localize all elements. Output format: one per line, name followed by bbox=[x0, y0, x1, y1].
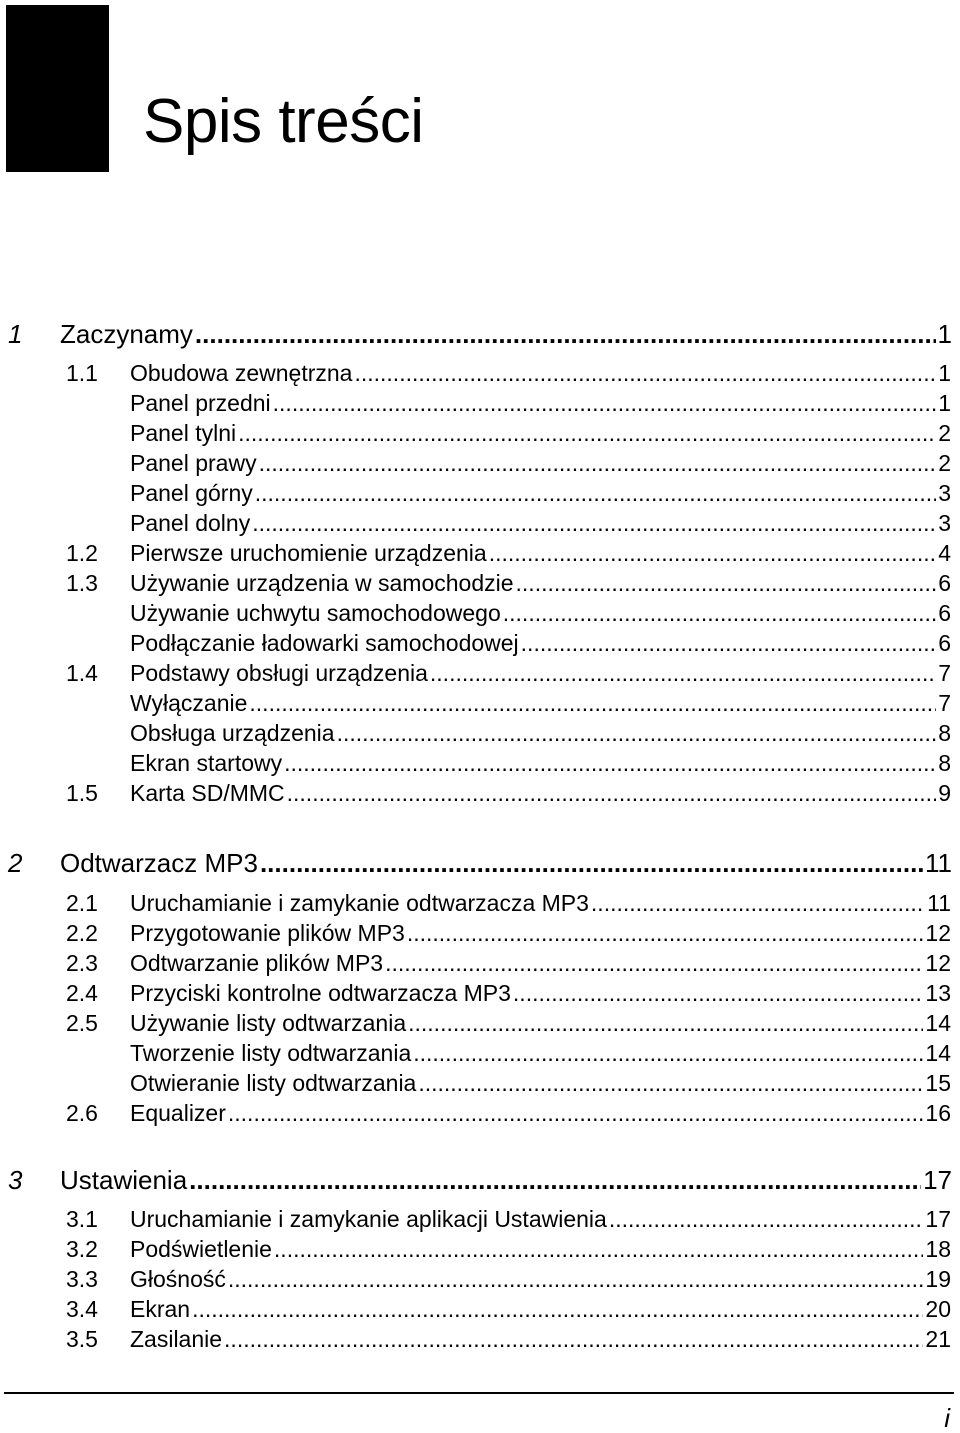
dot-leader bbox=[273, 388, 937, 418]
toc-entry-page: 15 bbox=[925, 1070, 951, 1096]
toc-section-entry[interactable] bbox=[66, 1008, 951, 1038]
dot-leader bbox=[252, 508, 936, 538]
dot-leader bbox=[521, 628, 937, 658]
toc-section-entry[interactable] bbox=[66, 918, 951, 948]
dot-leader bbox=[408, 1008, 923, 1038]
dot-leader bbox=[489, 538, 937, 568]
dot-leader bbox=[516, 568, 937, 598]
toc-entry-number: 2.5 bbox=[66, 1010, 98, 1036]
dot-leader bbox=[224, 1324, 923, 1354]
toc-subsection-entry[interactable] bbox=[130, 598, 951, 628]
toc-entry-title: Uruchamianie i zamykanie aplikacji Ustawienia bbox=[130, 1206, 607, 1232]
toc-entry-page: 3 bbox=[938, 510, 951, 536]
dot-leader bbox=[255, 478, 936, 508]
toc-entry-page: 6 bbox=[938, 570, 951, 596]
toc-subsection-entry[interactable] bbox=[130, 508, 951, 538]
dot-leader bbox=[354, 358, 936, 388]
footer-divider bbox=[4, 1392, 954, 1394]
toc-section-entry[interactable] bbox=[66, 948, 951, 978]
toc-entry-page: 20 bbox=[925, 1296, 951, 1322]
toc-subsection-entry[interactable] bbox=[130, 628, 951, 658]
toc-entry-page: 11 bbox=[925, 848, 952, 878]
toc-entry-page: 8 bbox=[938, 750, 951, 776]
toc-entry-title: Karta SD/MMC bbox=[130, 780, 285, 806]
toc-entry-title: Używanie urządzenia w samochodzie bbox=[130, 570, 514, 596]
toc-entry-number: 2 bbox=[8, 848, 23, 878]
toc-section-entry[interactable] bbox=[66, 888, 951, 918]
toc-entry-title: Panel górny bbox=[130, 480, 253, 506]
toc-section-entry[interactable] bbox=[66, 1098, 951, 1128]
toc-chapter-entry[interactable] bbox=[8, 846, 952, 880]
toc-entry-page: 2 bbox=[938, 420, 951, 446]
toc-subsection-entry[interactable] bbox=[130, 1068, 951, 1098]
toc-subsection-entry[interactable] bbox=[130, 1038, 951, 1068]
toc-entry-title: Podstawy obsługi urządzenia bbox=[130, 660, 428, 686]
toc-section-entry[interactable] bbox=[66, 978, 951, 1008]
toc-entry-number: 1.4 bbox=[66, 660, 98, 686]
toc-entry-page: 17 bbox=[923, 1165, 952, 1195]
dot-leader bbox=[284, 748, 936, 778]
dot-leader bbox=[249, 688, 936, 718]
toc-entry-number: 1 bbox=[8, 319, 23, 349]
toc-entry-page: 3 bbox=[938, 480, 951, 506]
toc-entry-number: 2.6 bbox=[66, 1100, 98, 1126]
dot-leader bbox=[430, 658, 936, 688]
toc-entry-title: Podświetlenie bbox=[130, 1236, 272, 1262]
toc-entry-number: 2.2 bbox=[66, 920, 98, 946]
toc-entry-title: Odtwarzacz MP3 bbox=[60, 848, 258, 878]
toc-entry-title: Używanie uchwytu samochodowego bbox=[130, 600, 501, 626]
dot-leader bbox=[274, 1234, 923, 1264]
toc-subsection-entry[interactable] bbox=[130, 388, 951, 418]
dot-leader bbox=[228, 1264, 924, 1294]
toc-entry-number: 1.1 bbox=[66, 360, 98, 386]
toc-entry-title: Panel przedni bbox=[130, 390, 271, 416]
toc-entry-title: Zaczynamy bbox=[60, 319, 193, 349]
toc-entry-number: 1.2 bbox=[66, 540, 98, 566]
toc-entry-title: Uruchamianie i zamykanie odtwarzacza MP3 bbox=[130, 890, 589, 916]
toc-entry-title: Ekran bbox=[130, 1296, 191, 1322]
dot-leader bbox=[260, 846, 923, 880]
toc-entry-title: Używanie listy odtwarzania bbox=[130, 1010, 407, 1036]
dot-leader bbox=[287, 778, 937, 808]
toc-entry-number: 3 bbox=[8, 1165, 23, 1195]
toc-entry-page: 14 bbox=[925, 1040, 951, 1066]
toc-entry-number: 3.5 bbox=[66, 1326, 98, 1352]
toc-entry-page: 8 bbox=[938, 720, 951, 746]
toc-entry-title: Obsługa urządzenia bbox=[130, 720, 335, 746]
toc-entry-page: 2 bbox=[938, 450, 951, 476]
toc-entry-page: 7 bbox=[938, 660, 951, 686]
toc-entry-title: Panel tylni bbox=[130, 420, 237, 446]
dot-leader bbox=[418, 1068, 923, 1098]
dot-leader bbox=[228, 1098, 924, 1128]
toc-entry-number: 1.3 bbox=[66, 570, 98, 596]
toc-entry-title: Obudowa zewnętrzna bbox=[130, 360, 353, 386]
dot-leader bbox=[337, 718, 937, 748]
page-title: Spis treści bbox=[143, 87, 424, 156]
toc-entry-title: Ustawienia bbox=[60, 1165, 188, 1195]
dot-leader bbox=[189, 1163, 921, 1197]
toc-entry-number: 3.2 bbox=[66, 1236, 98, 1262]
toc-section-entry[interactable] bbox=[66, 778, 951, 808]
toc-entry-title: Wyłączanie bbox=[130, 690, 248, 716]
toc-entry-page: 4 bbox=[938, 540, 951, 566]
dot-leader bbox=[192, 1294, 923, 1324]
toc-section-entry[interactable] bbox=[66, 358, 951, 388]
toc-entry-number: 3.4 bbox=[66, 1296, 98, 1322]
dot-leader bbox=[259, 448, 937, 478]
toc-entry-page: 1 bbox=[937, 319, 952, 349]
toc-entry-page: 12 bbox=[925, 950, 951, 976]
dot-leader bbox=[609, 1204, 924, 1234]
toc-entry-page: 6 bbox=[938, 600, 951, 626]
toc-entry-number: 1.5 bbox=[66, 780, 98, 806]
toc-entry-page: 1 bbox=[938, 390, 951, 416]
toc-entry-title: Odtwarzanie plików MP3 bbox=[130, 950, 384, 976]
toc-section-entry[interactable] bbox=[66, 1234, 951, 1264]
toc-entry-page: 14 bbox=[925, 1010, 951, 1036]
dot-leader bbox=[413, 1038, 923, 1068]
toc-entry-page: 11 bbox=[927, 890, 951, 916]
toc-entry-number: 3.1 bbox=[66, 1206, 98, 1232]
dot-leader bbox=[407, 918, 924, 948]
toc-subsection-entry[interactable] bbox=[130, 688, 951, 718]
toc-chapter-entry[interactable] bbox=[8, 1163, 952, 1197]
toc-subsection-entry[interactable] bbox=[130, 448, 951, 478]
toc-entry-page: 16 bbox=[925, 1100, 951, 1126]
toc-subsection-entry[interactable] bbox=[130, 718, 951, 748]
toc-entry-page: 19 bbox=[925, 1266, 951, 1292]
toc-section-entry[interactable] bbox=[66, 538, 951, 568]
dot-leader bbox=[238, 418, 936, 448]
toc-entry-page: 12 bbox=[925, 920, 951, 946]
toc-section-entry[interactable] bbox=[66, 1204, 951, 1234]
dot-leader bbox=[503, 598, 936, 628]
toc-entry-title: Przyciski kontrolne odtwarzacza MP3 bbox=[130, 980, 511, 1006]
toc-entry-title: Ekran startowy bbox=[130, 750, 283, 776]
toc-entry-title: Głośność bbox=[130, 1266, 226, 1292]
toc-entry-number: 2.4 bbox=[66, 980, 98, 1006]
toc-entry-page: 6 bbox=[938, 630, 951, 656]
toc-entry-title: Zasilanie bbox=[130, 1326, 223, 1352]
toc-entry-title: Panel prawy bbox=[130, 450, 257, 476]
dot-leader bbox=[513, 978, 923, 1008]
toc-entry-title: Otwieranie listy odtwarzania bbox=[130, 1070, 417, 1096]
toc-section-entry[interactable] bbox=[66, 1294, 951, 1324]
page-number: i bbox=[944, 1403, 950, 1433]
dot-leader bbox=[591, 888, 925, 918]
toc-entry-page: 17 bbox=[925, 1206, 951, 1232]
toc-entry-number: 2.3 bbox=[66, 950, 98, 976]
toc-entry-title: Podłączanie ładowarki samochodowej bbox=[130, 630, 519, 656]
toc-entry-number: 2.1 bbox=[66, 890, 98, 916]
toc-section-entry[interactable] bbox=[66, 1264, 951, 1294]
toc-chapter-entry[interactable] bbox=[8, 317, 952, 351]
toc-entry-page: 13 bbox=[925, 980, 951, 1006]
toc-entry-page: 9 bbox=[938, 780, 951, 806]
toc-subsection-entry[interactable] bbox=[130, 748, 951, 778]
toc-section-entry[interactable] bbox=[66, 1324, 951, 1354]
toc-subsection-entry[interactable] bbox=[130, 418, 951, 448]
toc-entry-page: 21 bbox=[925, 1326, 951, 1352]
toc-entry-page: 1 bbox=[938, 360, 951, 386]
toc-entry-title: Panel dolny bbox=[130, 510, 251, 536]
toc-entry-number: 3.3 bbox=[66, 1266, 98, 1292]
toc-subsection-entry[interactable] bbox=[130, 478, 951, 508]
dot-leader bbox=[385, 948, 923, 978]
toc-section-entry[interactable] bbox=[66, 658, 951, 688]
toc-entry-page: 7 bbox=[938, 690, 951, 716]
toc-entry-title: Pierwsze uruchomienie urządzenia bbox=[130, 540, 487, 566]
toc-section-entry[interactable] bbox=[66, 568, 951, 598]
chapter-tab-block bbox=[6, 5, 109, 172]
toc-entry-title: Tworzenie listy odtwarzania bbox=[130, 1040, 412, 1066]
toc-entry-page: 18 bbox=[925, 1236, 951, 1262]
dot-leader bbox=[195, 317, 936, 351]
toc-entry-title: Przygotowanie plików MP3 bbox=[130, 920, 405, 946]
toc-entry-title: Equalizer bbox=[130, 1100, 226, 1126]
